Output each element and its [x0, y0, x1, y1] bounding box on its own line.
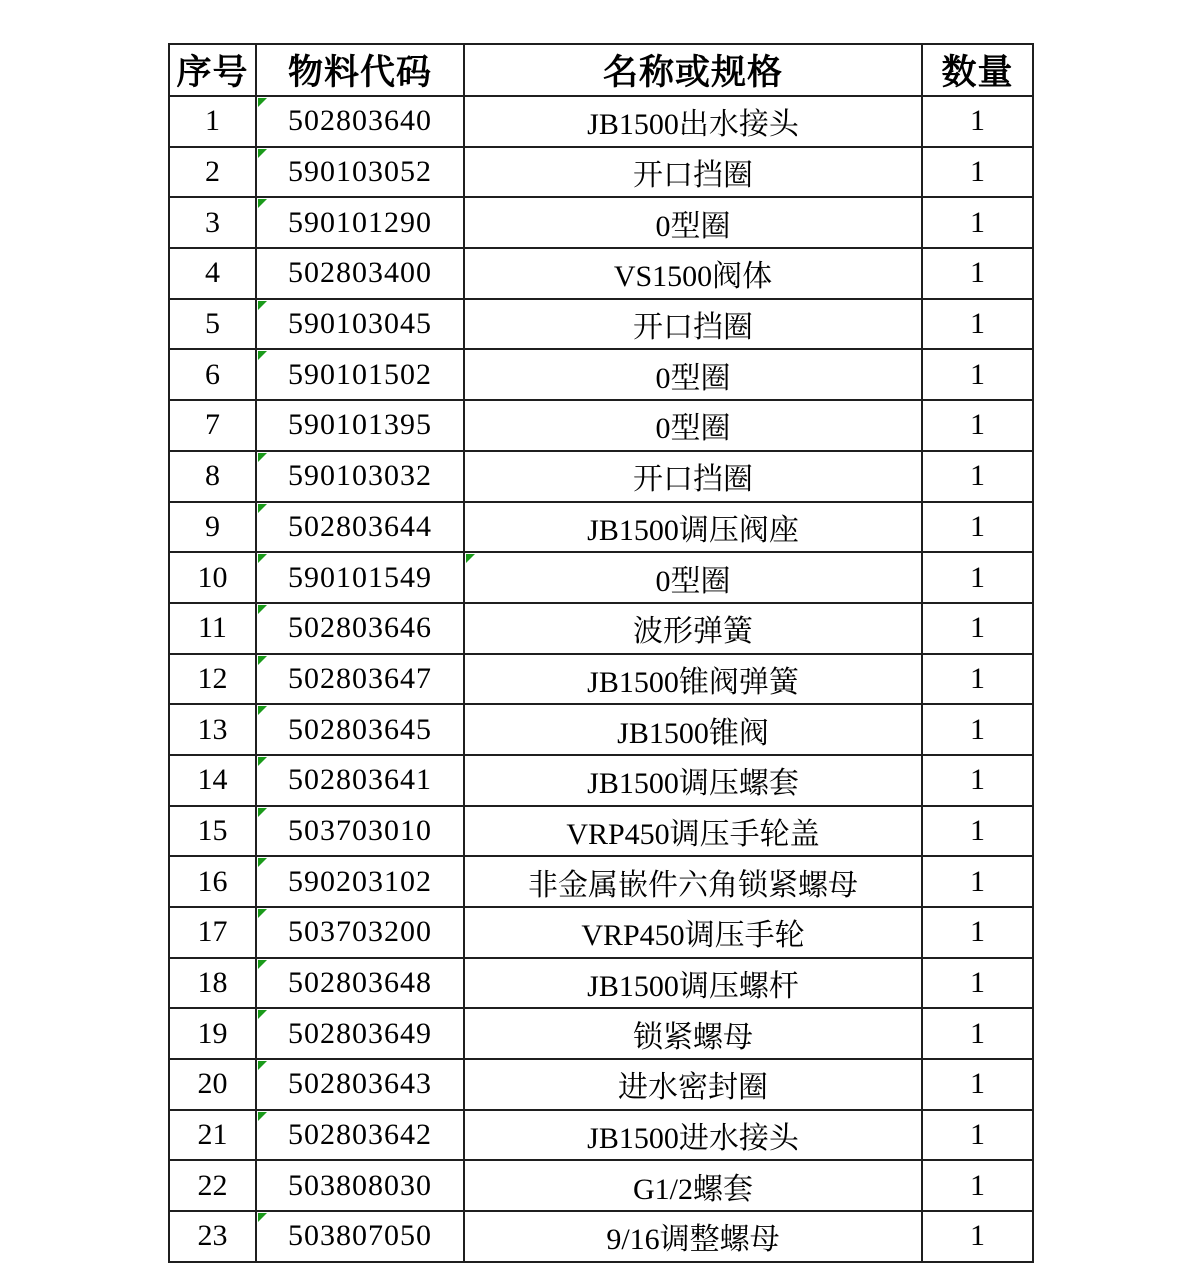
table-row — [169, 704, 1033, 755]
cell-name[interactable]: 进水密封圈 — [464, 1059, 922, 1110]
cell-index[interactable]: 17 — [169, 907, 256, 958]
table-row — [169, 400, 1033, 451]
cell-index[interactable]: 4 — [169, 248, 256, 299]
stored-as-text-flag-icon — [258, 199, 267, 208]
cell-index[interactable]: 16 — [169, 856, 256, 907]
cell-name[interactable]: 开口挡圈 — [464, 451, 922, 502]
stored-as-text-flag-icon — [258, 909, 267, 918]
cell-qty[interactable]: 1 — [922, 451, 1033, 502]
table-row — [169, 1110, 1033, 1161]
stored-as-text-flag-icon — [258, 1010, 267, 1019]
cell-qty[interactable]: 1 — [922, 1110, 1033, 1161]
cell-qty[interactable]: 1 — [922, 147, 1033, 198]
table-row — [169, 1160, 1033, 1211]
table-row — [169, 603, 1033, 654]
cell-name[interactable]: VS1500阀体 — [464, 248, 922, 299]
table-row — [169, 349, 1033, 400]
table-body — [169, 96, 1033, 1262]
stored-as-text-flag-icon — [258, 453, 267, 462]
stored-as-text-flag-icon — [258, 98, 267, 107]
table-row — [169, 299, 1033, 350]
cell-index[interactable]: 9 — [169, 502, 256, 553]
cell-name[interactable]: JB1500调压螺杆 — [464, 958, 922, 1009]
cell-code[interactable]: 502803400 — [256, 248, 464, 299]
cell-code[interactable]: 502803646 — [256, 603, 464, 654]
table-row — [169, 248, 1033, 299]
cell-qty[interactable]: 1 — [922, 704, 1033, 755]
cell-qty[interactable]: 1 — [922, 248, 1033, 299]
cell-code[interactable]: 503703200 — [256, 907, 464, 958]
cell-code[interactable]: 502803645 — [256, 704, 464, 755]
cell-qty[interactable]: 1 — [922, 1008, 1033, 1059]
cell-index[interactable]: 20 — [169, 1059, 256, 1110]
stored-as-text-flag-icon — [258, 351, 267, 360]
cell-qty[interactable]: 1 — [922, 349, 1033, 400]
cell-code[interactable]: 590103032 — [256, 451, 464, 502]
stored-as-text-flag-icon — [258, 504, 267, 513]
cell-name[interactable]: 开口挡圈 — [464, 147, 922, 198]
cell-index[interactable]: 21 — [169, 1110, 256, 1161]
cell-name[interactable]: JB1500出水接头 — [464, 96, 922, 147]
cell-name[interactable]: JB1500锥阀弹簧 — [464, 654, 922, 705]
cell-code[interactable]: 590101395 — [256, 400, 464, 451]
cell-index[interactable]: 2 — [169, 147, 256, 198]
cell-qty[interactable]: 1 — [922, 907, 1033, 958]
cell-index[interactable]: 12 — [169, 654, 256, 705]
cell-code[interactable]: 502803640 — [256, 96, 464, 147]
cell-qty[interactable]: 1 — [922, 552, 1033, 603]
stored-as-text-flag-icon — [258, 301, 267, 310]
col-header-name[interactable]: 名称或规格 — [464, 44, 922, 96]
table-row — [169, 1059, 1033, 1110]
cell-name[interactable]: VRP450调压手轮盖 — [464, 806, 922, 857]
cell-index[interactable]: 18 — [169, 958, 256, 1009]
cell-qty[interactable]: 1 — [922, 1059, 1033, 1110]
cell-qty[interactable]: 1 — [922, 1211, 1033, 1262]
cell-qty[interactable]: 1 — [922, 197, 1033, 248]
col-header-qty[interactable]: 数量 — [922, 44, 1033, 96]
cell-index[interactable]: 22 — [169, 1160, 256, 1211]
cell-index[interactable]: 11 — [169, 603, 256, 654]
cell-name[interactable]: JB1500进水接头 — [464, 1110, 922, 1161]
cell-name[interactable]: JB1500调压阀座 — [464, 502, 922, 553]
cell-name[interactable]: 0型圈 — [464, 400, 922, 451]
cell-qty[interactable]: 1 — [922, 1160, 1033, 1211]
cell-qty[interactable]: 1 — [922, 856, 1033, 907]
cell-index[interactable]: 6 — [169, 349, 256, 400]
cell-name[interactable]: 波形弹簧 — [464, 603, 922, 654]
cell-code[interactable]: 590101549 — [256, 552, 464, 603]
table-row — [169, 1008, 1033, 1059]
cell-index[interactable]: 10 — [169, 552, 256, 603]
stored-as-text-flag-icon — [258, 706, 267, 715]
cell-code[interactable]: 503808030 — [256, 1160, 464, 1211]
table-row — [169, 907, 1033, 958]
cell-name[interactable]: VRP450调压手轮 — [464, 907, 922, 958]
table-row — [169, 552, 1033, 603]
cell-code[interactable]: 502803644 — [256, 502, 464, 553]
cell-qty[interactable]: 1 — [922, 603, 1033, 654]
cell-code[interactable]: 502803642 — [256, 1110, 464, 1161]
cell-name[interactable]: G1/2螺套 — [464, 1160, 922, 1211]
stored-as-text-flag-icon — [258, 1112, 267, 1121]
cell-code[interactable]: 590101290 — [256, 197, 464, 248]
cell-index[interactable]: 3 — [169, 197, 256, 248]
table-row — [169, 147, 1033, 198]
cell-code[interactable]: 502803647 — [256, 654, 464, 705]
cell-index[interactable]: 14 — [169, 755, 256, 806]
cell-qty[interactable]: 1 — [922, 755, 1033, 806]
cell-name[interactable]: 0型圈 — [464, 552, 922, 603]
cell-code[interactable]: 502803641 — [256, 755, 464, 806]
cell-code[interactable]: 503703010 — [256, 806, 464, 857]
table-row — [169, 451, 1033, 502]
stored-as-text-flag-icon — [258, 960, 267, 969]
stored-as-text-flag-icon — [258, 656, 267, 665]
cell-code[interactable]: 502803649 — [256, 1008, 464, 1059]
cell-code[interactable]: 503807050 — [256, 1211, 464, 1262]
cell-index[interactable]: 13 — [169, 704, 256, 755]
table-row — [169, 806, 1033, 857]
cell-index[interactable]: 8 — [169, 451, 256, 502]
cell-code[interactable]: 590101502 — [256, 349, 464, 400]
stored-as-text-flag-icon — [258, 554, 267, 563]
cell-index[interactable]: 15 — [169, 806, 256, 857]
cell-qty[interactable]: 1 — [922, 502, 1033, 553]
cell-code[interactable]: 590103052 — [256, 147, 464, 198]
table-row — [169, 502, 1033, 553]
cell-name[interactable]: 9/16调整螺母 — [464, 1211, 922, 1262]
cell-code[interactable]: 590103045 — [256, 299, 464, 350]
table-row — [169, 1211, 1033, 1262]
stored-as-text-flag-icon — [258, 605, 267, 614]
cell-index[interactable]: 19 — [169, 1008, 256, 1059]
cell-qty[interactable]: 1 — [922, 806, 1033, 857]
stored-as-text-flag-icon — [258, 149, 267, 158]
cell-name[interactable]: JB1500锥阀 — [464, 704, 922, 755]
cell-code[interactable]: 590203102 — [256, 856, 464, 907]
cell-qty[interactable]: 1 — [922, 400, 1033, 451]
table-row — [169, 958, 1033, 1009]
cell-index[interactable]: 1 — [169, 96, 256, 147]
stored-as-text-flag-icon — [258, 858, 267, 867]
col-header-index[interactable]: 序号 — [169, 44, 256, 96]
stored-as-text-flag-icon — [258, 1213, 267, 1222]
table-row — [169, 96, 1033, 147]
cell-qty[interactable]: 1 — [922, 654, 1033, 705]
cell-name[interactable]: 锁紧螺母 — [464, 1008, 922, 1059]
cell-qty[interactable]: 1 — [922, 958, 1033, 1009]
cell-qty[interactable]: 1 — [922, 299, 1033, 350]
cell-name[interactable]: 非金属嵌件六角锁紧螺母 — [464, 856, 922, 907]
stored-as-text-flag-icon — [258, 808, 267, 817]
cell-code[interactable]: 502803648 — [256, 958, 464, 1009]
stored-as-text-flag-icon — [258, 757, 267, 766]
table-row — [169, 654, 1033, 705]
cell-index[interactable]: 7 — [169, 400, 256, 451]
cell-name[interactable]: 0型圈 — [464, 349, 922, 400]
parts-list-table — [168, 43, 1034, 1263]
table-row — [169, 755, 1033, 806]
cell-qty[interactable]: 1 — [922, 96, 1033, 147]
table-row — [169, 197, 1033, 248]
table-row — [169, 856, 1033, 907]
cell-index[interactable]: 23 — [169, 1211, 256, 1262]
col-header-code[interactable]: 物料代码 — [256, 44, 464, 96]
cell-name[interactable]: 开口挡圈 — [464, 299, 922, 350]
stored-as-text-flag-icon — [466, 554, 475, 563]
stored-as-text-flag-icon — [258, 1061, 267, 1070]
header-row — [169, 44, 1033, 96]
cell-name[interactable]: 0型圈 — [464, 197, 922, 248]
cell-index[interactable]: 5 — [169, 299, 256, 350]
cell-code[interactable]: 502803643 — [256, 1059, 464, 1110]
cell-name[interactable]: JB1500调压螺套 — [464, 755, 922, 806]
